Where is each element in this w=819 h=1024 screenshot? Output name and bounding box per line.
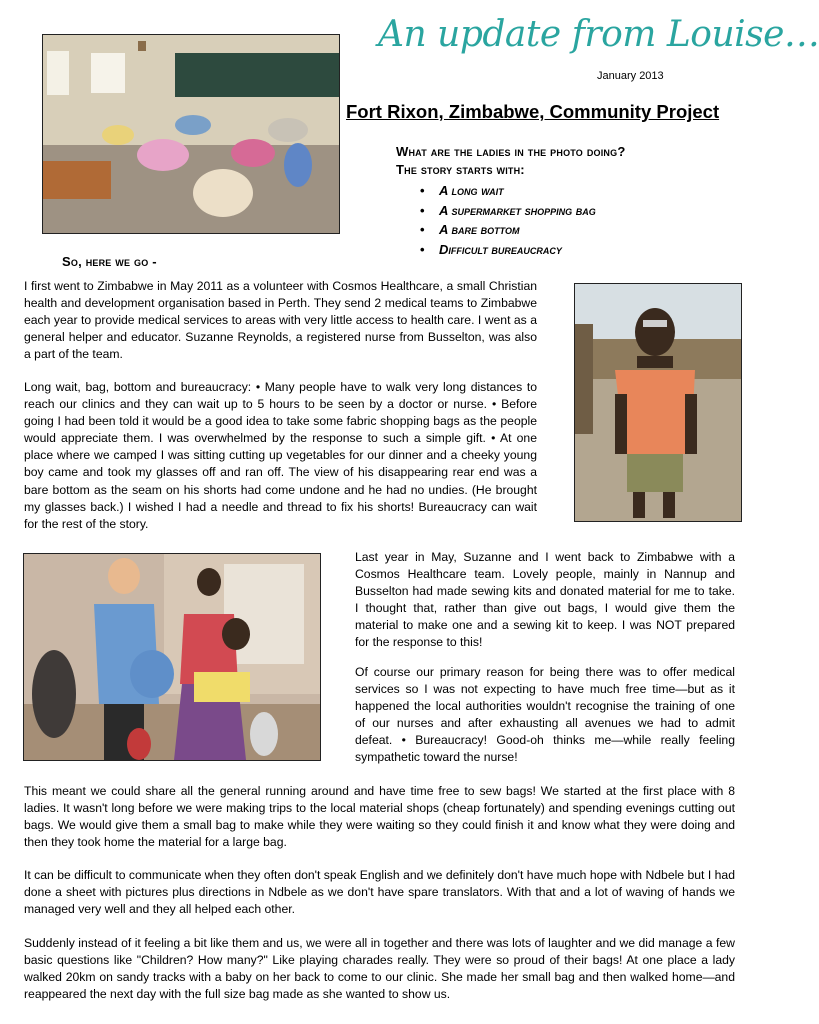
bullet-icon: • xyxy=(420,183,425,198)
story-starts-text: The story starts with: xyxy=(396,162,525,177)
section-lead: So, here we go - xyxy=(62,254,157,269)
boy-photo xyxy=(574,283,742,522)
paragraph-wait-bag-bottom: Long wait, bag, bottom and bureaucracy: • Many people have to walk very long distances to reach our clinics and they can wait up to 5 hours to be seen by a doctor or nurse. • Before going I had been told it would be a good idea to take some fabric shopping bags as the people would appreciate them. I was overwhelmed by the response to such a simple gift. • At one place where we camped I was sitting cutting up vegetables for our dinner and a cheeky young boy came and took my glasses off and ran off. The view of his disappearing rear end was a bare bottom as the seam on his shorts had come undone and he had no undies. (He brought my glasses back.) I wished I had a needle and thread to fix his shorts! Bureaucracy can wait for the rest of the story. xyxy=(24,380,537,531)
list-item: • A bare bottom xyxy=(420,220,596,240)
classroom-photo xyxy=(42,34,340,234)
question-text: What are the ladies in the photo doing? xyxy=(396,144,626,159)
clue-list xyxy=(420,181,596,259)
paragraph-return-visit: Last year in May, Suzanne and I went back to Zimbabwe with a Cosmos Healthcare team. Lovely people, mainly in Nannup and Busselton had made sewing kits and donated material for me to take. I thought that, rather than give out bags, I would give them the material to make one and a sewing kit to keep. I was NOT prepared for the response to this! xyxy=(355,550,735,650)
project-title: Fort Rixon, Zimbabwe, Community Project xyxy=(346,101,720,122)
bullet-icon: • xyxy=(420,241,425,257)
intro-question xyxy=(396,143,625,179)
paragraph-sewing-bags: This meant we could share all the general running around and have time free to sew bags! We started at the first place with 8 ladies. It wasn't long before we were making trips to the local material shops (cheap fortunately) and spending evenings cutting out bags. We would give them a small bag to make while they were waiting so they could finish it and know what they were doing and then they took home the material for a large bag. xyxy=(24,784,735,850)
issue-date: January 2013 xyxy=(597,70,664,82)
paragraph-laughter: Suddenly instead of it feeling a bit like them and us, we were all in together and there was lots of laughter and we did manage a few basic questions like "Children? How many?" Like playing charades really. They were so proud of their bags! At one place a lady walked 20km on sandy tracks with a baby on her back to come to our clinic. She made her small bag and then walked home—and reappeared the next day with the full size bag made as she wanted to show us. xyxy=(24,936,735,1002)
bag-photo xyxy=(23,553,321,761)
bullet-icon: • xyxy=(420,222,425,237)
headline: An update from Louise… xyxy=(378,14,819,55)
bullet-icon: • xyxy=(420,202,425,218)
paragraph-first-visit: I first went to Zimbabwe in May 2011 as a volunteer with Cosmos Healthcare, a small Christian health and development organisation based in Perth. They send 2 medical teams to Zimbabwe each year to provide medical services to areas with very little access to health care. I went as a general helper and educator. Suzanne Reynolds, a registered nurse from Busselton, was also a part of the team. xyxy=(24,279,537,362)
paragraph-communication: It can be difficult to communicate when they often don't speak English and we definitely don't have much hope with Ndbele but I had done a sheet with pictures plus directions in Ndbele as we don't have spare translators. With that and a lot of waving of hands we managed very well and they all helped each other. xyxy=(24,868,735,917)
list-item: • A supermarket shopping bag xyxy=(420,201,596,221)
paragraph-bureaucracy: Of course our primary reason for being there was to offer medical services so I was not expecting to have much free time—but as it happened the local authorities wouldn't recognise the training of one of our nurses and after exhausting all avenues we had to admit defeat. • Bureaucracy! Good-oh thinks me—while really feeling sympathetic toward the nurse! xyxy=(355,665,735,765)
list-item: • A long wait xyxy=(420,181,596,201)
list-item: • Difficult bureaucracy xyxy=(420,240,596,260)
